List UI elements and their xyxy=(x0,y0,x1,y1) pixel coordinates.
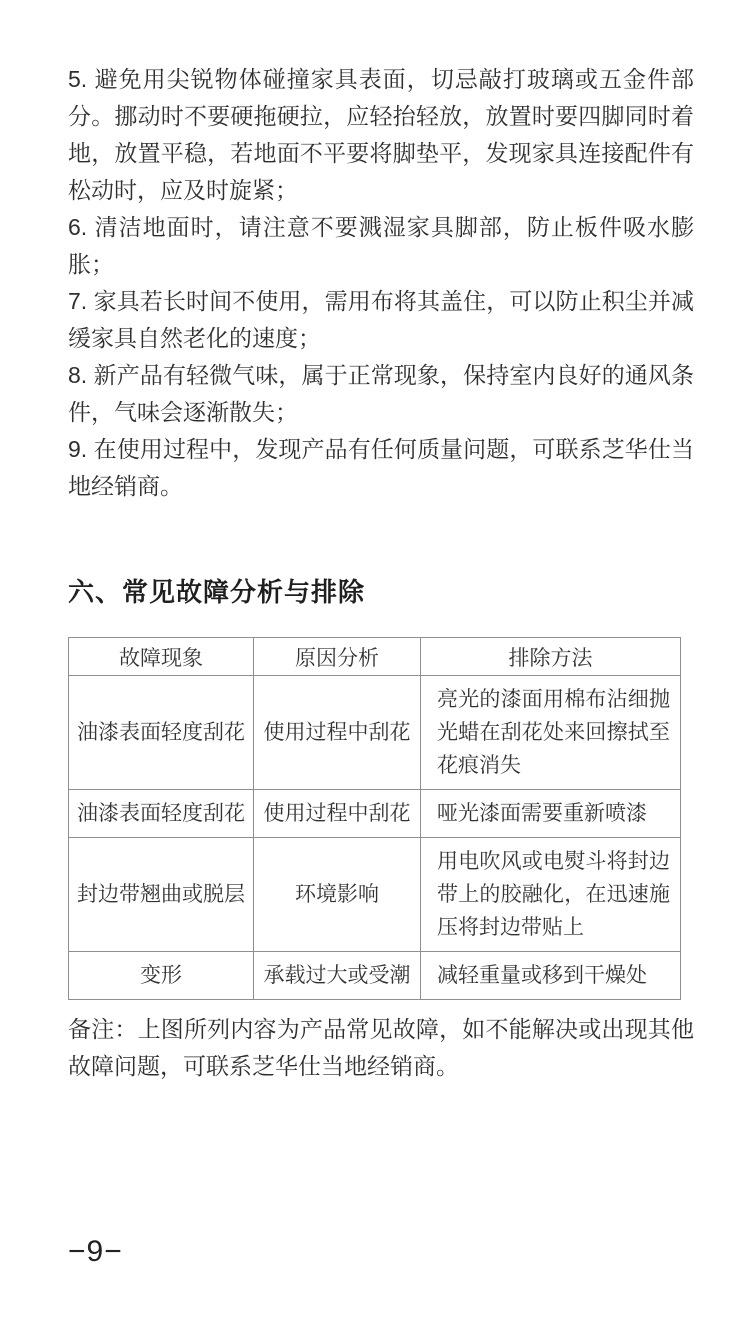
table-row xyxy=(69,790,681,838)
cell-remedy: 减轻重量或移到干燥处 xyxy=(421,952,681,1000)
cell-fault: 油漆表面轻度刮花 xyxy=(69,676,254,790)
section-heading: 六、常见故障分析与排除 xyxy=(68,577,366,607)
care-instruction-6: 6. 清洁地面时，请注意不要溅湿家具脚部，防止板件吸水膨胀； xyxy=(68,214,694,277)
cell-fault: 封边带翘曲或脱层 xyxy=(69,838,254,952)
cell-remedy: 亮光的漆面用棉布沾细抛光蜡在刮花处来回擦拭至花痕消失 xyxy=(421,676,681,790)
table-row xyxy=(69,676,681,790)
care-instruction-5: 5. 避免用尖锐物体碰撞家具表面，切忌敲打玻璃或五金件部分。挪动时不要硬拖硬拉，应轻抬轻放，放置时要四脚同时着地，放置平稳，若地面不平要将脚垫平，发现家具连接配件有松动时，应及时旋紧； xyxy=(68,66,694,203)
fault-analysis-table xyxy=(68,637,681,1000)
column-header-fault: 故障现象 xyxy=(69,638,254,676)
care-instruction-7: 7. 家具若长时间不使用，需用布将其盖住，可以防止积尘并减缓家具自然老化的速度； xyxy=(68,288,694,351)
column-header-remedy: 排除方法 xyxy=(421,638,681,676)
table-row xyxy=(69,838,681,952)
column-header-cause: 原因分析 xyxy=(254,638,421,676)
cell-fault: 变形 xyxy=(69,952,254,1000)
remark-note: 备注：上图所列内容为产品常见故障，如不能解决或出现其他故障问题，可联系芝华仕当地经销商。 xyxy=(68,1016,694,1079)
table-header-row xyxy=(69,638,681,676)
cell-cause: 环境影响 xyxy=(254,838,421,952)
cell-remedy: 哑光漆面需要重新喷漆 xyxy=(421,790,681,838)
page-number: −9− xyxy=(68,1235,123,1268)
table-row xyxy=(69,952,681,1000)
cell-cause: 承载过大或受潮 xyxy=(254,952,421,1000)
cell-cause: 使用过程中刮花 xyxy=(254,790,421,838)
cell-fault: 油漆表面轻度刮花 xyxy=(69,790,254,838)
care-instruction-8: 8. 新产品有轻微气味，属于正常现象，保持室内良好的通风条件，气味会逐渐散失； xyxy=(68,362,694,425)
cell-remedy: 用电吹风或电熨斗将封边带上的胶融化，在迅速施压将封边带贴上 xyxy=(421,838,681,952)
care-instruction-9: 9. 在使用过程中，发现产品有任何质量问题，可联系芝华仕当地经销商。 xyxy=(68,436,694,499)
cell-cause: 使用过程中刮花 xyxy=(254,676,421,790)
